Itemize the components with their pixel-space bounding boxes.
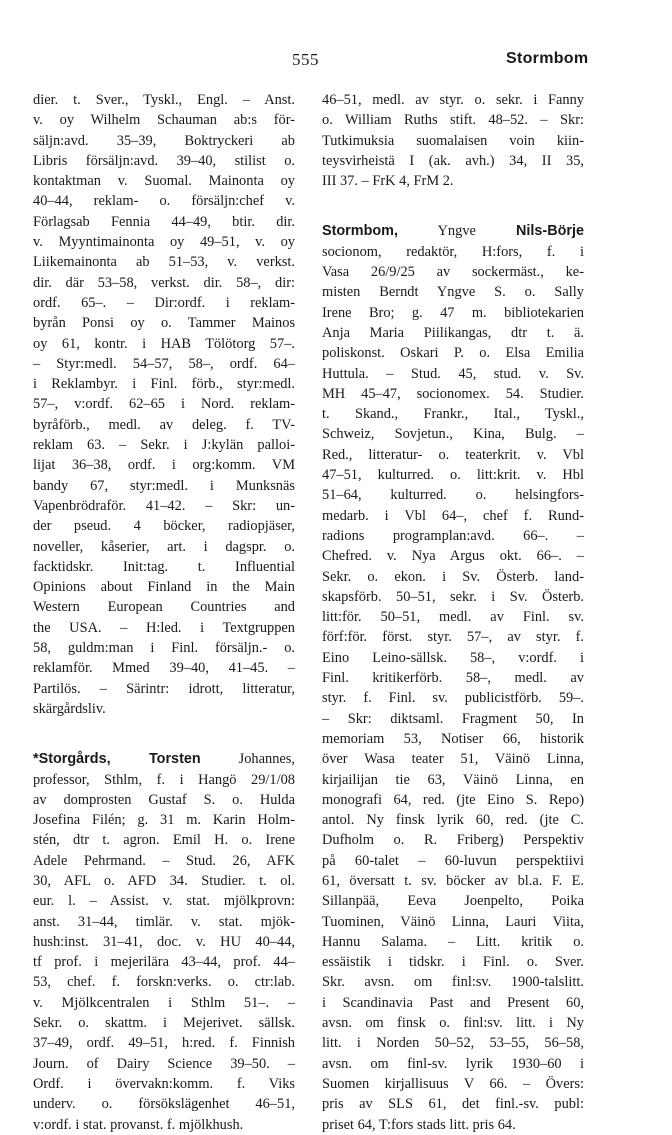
text-line: poliskonst. Oskari P. o. Elsa Emilia [322,345,584,362]
text-line: Western European Countries and [33,599,295,616]
text-line: Red., litteratur- o. teaterkrit. v. Vbl [322,446,584,463]
text-line: socionom, redaktör, H:fors, f. i [322,243,584,260]
text-line: Libris försäljn:avd. 39–40, stilist o. [33,152,295,169]
text-line: 47–51, kulturred. o. litt:krit. v. Hbl [322,467,584,484]
text-line: Huttula. – Stud. 45, stud. v. Sv. [322,365,584,382]
text-line: the USA. – H:led. i Textgruppen [33,619,295,636]
text-line: litt. i Norden 50–52, 53–55, 56–58, [322,1035,584,1052]
text-line: Eino Leino-sällsk. 58–, v:ordf. i [322,649,584,666]
text-line: Skr. avsn. om finl:sv. 1900-talslitt. [322,974,584,991]
text-line: dier. t. Sver., Tyskl., Engl. – Anst. [33,92,295,108]
text-line: noveller, kåserier, art. i dagspr. o. [33,538,295,555]
running-head: Stormbom [506,50,589,67]
text-line: Stormbom, Yngve Nils-Börje [322,223,584,240]
text-line: avsn. om finl-sv. lyrik 1930–60 i [322,1055,584,1072]
text-line: förf:för. först. styr. 57–, av styr. f. [322,629,584,646]
text-line: *Storgårds, Torsten Johannes, [33,751,295,768]
text-line: Liikemainonta ab 51–53, v. verkst. [33,254,295,271]
text-line: MH 45–47, socionomex. 54. Studier. [322,385,584,402]
text-line: kontaktman v. Suomal. Mainonta oy [33,173,295,190]
entry-continued-right [322,90,584,191]
text-line: skapsförb. 50–51, sekr. i Sv. Österb. [322,588,584,605]
text-line: byråförb., medl. av deleg. f. TV- [33,416,295,433]
text-line: – Skr: diktsaml. Fragment 50, In [322,710,584,727]
text-line: priset 64, T:fors stads litt. pris 64. [322,1116,516,1133]
text-line: t. Skand., Frankr., Ital., Tyskl., [322,406,584,423]
text-line: reklam 63. – Sekr. i J:kylän palloi- [33,437,295,454]
text-line: 51–64, kulturred. o. helsingfors- [322,487,584,504]
text-line: i Reklambyr. i Finl. förb., styr:medl. [33,376,295,393]
text-line: Josefina Filén; g. 31 m. Karin Holm- [33,812,295,829]
text-line: v:ordf. i stat. provanst. f. mjölkhush. [33,1116,244,1133]
entry-headword: Stormbom, [322,223,398,240]
text-line: Tuominen, Väinö Linna, Lauri Viita, [322,913,584,930]
text-line: Vasa 26/9/25 av sockermäst., ke- [322,264,584,281]
text-line: Suomen kirjallisuus V 66. – Övers: [322,1075,584,1092]
text-line: Partilös. – Särintr: idrott, litteratur, [33,680,295,697]
text-line: Sekr. o. ekon. i Sv. Österb. land- [322,568,584,585]
entry-headword: *Storgårds, Torsten [33,751,201,768]
right-column [322,90,584,1135]
text-line: 40–44, reklam- o. försäljn:chef v. [33,193,295,210]
text-line: underv. o. försökslägenhet 46–51, [33,1096,295,1113]
text-line: säljn:avd. 35–39, Boktryckeri ab [33,132,295,149]
text-line: Sillanpää, Eeva Joenpelto, Poika [322,893,584,910]
text-line: 61, översatt t. sv. böcker av bl.a. F. E. [322,872,584,889]
text-line: kirjailijan tie 63, Väinö Linna, en [322,771,584,788]
text-line: Dufholm o. R. Friberg) Perspektiv [322,832,584,849]
text-line: Sekr. o. skattm. i Mejerivet. sällsk. [33,1015,295,1032]
text-line: medarb. i Vbl 64–, chef f. Rund- [322,507,584,524]
text-line: Tutkimuksia suomalaisen voin kiin- [322,132,584,149]
page-number: 555 [292,50,319,69]
text-line: radions programplan:avd. 66–. – [322,527,584,544]
text-line: 57–, v:ordf. 62–65 i Nord. reklam- [33,396,295,413]
text-line: eur. l. – Assist. v. stat. mjölkprovn: [33,893,295,910]
text-line: facktidskr. Init:tag. t. Influential [33,558,295,575]
text-line: 30, AFL o. AFD 34. Studier. t. ol. [33,872,295,889]
text-line: Finl. kritikerförb. 58–, medl. av [322,670,584,687]
text-line: 58, guldm:man i Finl. försäljn.- o. [33,640,295,657]
left-column [33,90,295,1135]
page-header [0,50,672,74]
text-line: Adele Pehrmand. – Stud. 26, AFK [33,852,295,869]
entry-continued-left [33,90,295,719]
text-line: Hannu Salama. – Litt. kritik o. [322,933,584,950]
text-line: Vapenbrödraför. 41–42. – Skr: un- [33,497,295,514]
text-line: 46–51, medl. av styr. o. sekr. i Fanny [322,92,584,108]
text-line: Opinions about Finland in the Main [33,579,295,596]
entry-stormbom [322,221,584,1134]
text-line: pris av SLS 61, det finl.-sv. publ: [322,1096,584,1113]
text-line: v. Mjölkcentralen i Sthlm 51–. – [33,994,295,1011]
text-line: v. oy Wilhelm Schauman ab:s för- [33,112,295,129]
text-line: avsn. om finsk o. finl:sv. litt. i Ny [322,1015,584,1032]
text-line: skärgårdsliv. [33,700,106,717]
text-line: byrån Ponsi oy o. Tammer Mainos [33,315,295,332]
text-line: hush:inst. 31–41, doc. v. HU 40–44, [33,933,295,950]
text-line: Journ. of Dairy Science 39–50. – [33,1055,295,1072]
text-line: antol. Ny finsk lyrik 60, red. (jte C. [322,812,584,829]
text-line: bandy 67, styr:medl. i Munksnäs [33,477,295,494]
text-line: 53, chef. f. forskn:verks. o. ctr:lab. [33,974,295,991]
text-line: 37–49, ordf. 49–51, h:red. f. Finnish [33,1035,295,1052]
text-line: – Styr:medl. 54–57, 58–, ordf. 64– [33,355,295,372]
text-line: Anja Maria Piilikangas, dtr t. ä. [322,324,584,341]
entry-given-name-bold: Nils-Börje [516,223,584,240]
text-line: memoriam 53, Notiser 66, historik [322,730,584,747]
text-line: der pseud. 4 böcker, radiopjäser, [33,518,295,535]
text-line: misten Berndt Yngve S. o. Sally [322,284,584,301]
text-line: Schweiz, Sovjetun., Kina, Bulg. – [322,426,584,443]
text-line: oy 61, kontr. i HAB Tölötorg 57–. [33,335,295,352]
text-line: i Scandinavia Past and Present 60, [322,994,584,1011]
text-line: litt:för. 50–51, medl. av Finl. sv. [322,609,584,626]
text-line: styr. f. Finl. sv. publicistförb. 59–. [322,690,584,707]
text-line: o. William Ruths stift. 48–52. – Skr: [322,112,584,129]
text-line: dir. där 53–58, verkst. dir. 58–, dir: [33,274,295,291]
text-line: ordf. 65–. – Dir:ordf. i reklam- [33,294,295,311]
text-line: essäistik i tidskr. i Finl. o. Sver. [322,954,584,971]
text-line: v. Myyntimainonta oy 49–51, v. oy [33,234,295,251]
text-line: stén, dtr t. agron. Emil H. o. Irene [33,832,295,849]
text-line: tf prof. i mejerilära 43–44, prof. 44– [33,954,295,971]
text-line: Irene Bro; g. 47 m. bibliotekarien [322,304,584,321]
text-line: anst. 31–44, timlär. v. stat. mjök- [33,913,295,930]
text-line: III 37. – FrK 4, FrM 2. [322,173,454,190]
text-line: reklamför. Mmed 39–40, 41–45. – [33,660,295,677]
text-line: Chefred. v. Nya Argus okt. 66–. – [322,548,584,565]
entry-storgards [33,749,295,1135]
text-line: lijat 36–38, ordf. i org:komm. VM [33,457,295,474]
text-line: professor, Sthlm, f. i Hangö 29/1/08 [33,771,295,788]
text-line: av domprosten Gustaf S. o. Hulda [33,791,295,808]
text-line: teysvirheistä I (ak. avh.) 34, II 35, [322,152,584,169]
text-line: på 60-talet – 60-luvun perspektiivi [322,852,584,869]
text-line: monografi 64, red. (jte Eino S. Repo) [322,791,584,808]
text-line: över Wasa teater 51, Väinö Linna, [322,751,584,768]
text-line: Förlagsab Fennia 44–49, btir. dir. [33,213,295,230]
text-line: Ordf. i övervakn:komm. f. Viks [33,1075,295,1092]
